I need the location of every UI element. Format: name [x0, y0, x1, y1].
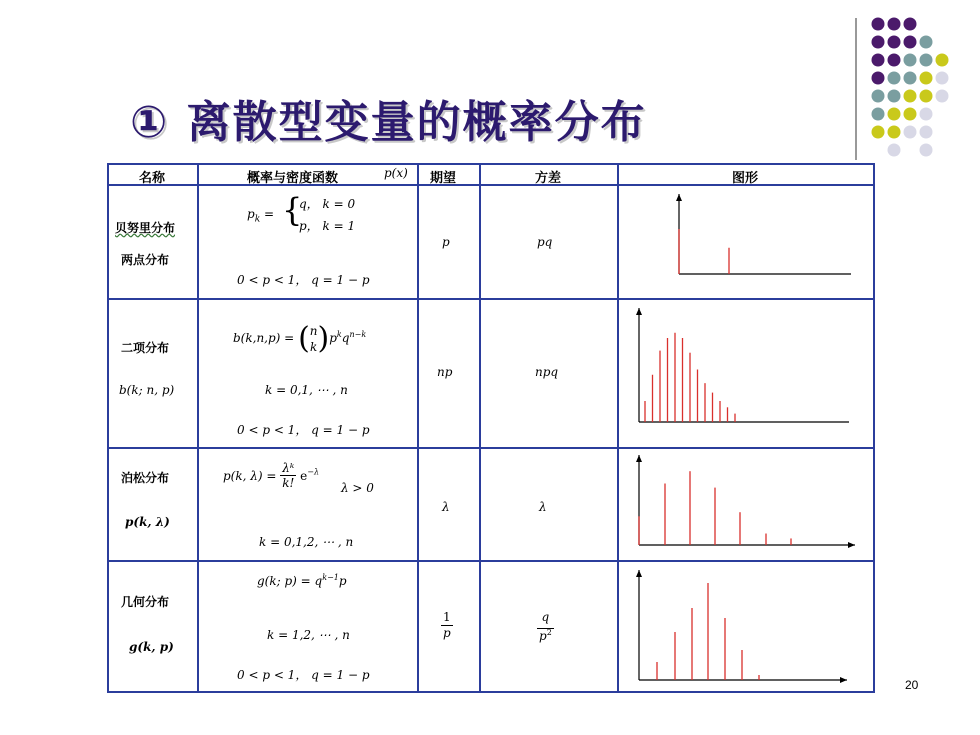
- row4-name: 几何分布: [121, 595, 170, 609]
- row1-name: 贝努里分布: [115, 221, 176, 235]
- decor-dot: [888, 36, 901, 49]
- header-variance: 方差: [535, 171, 562, 186]
- row2-notation: b(k; n, p): [119, 383, 175, 397]
- decor-dot: [936, 72, 949, 85]
- decor-dot: [872, 36, 885, 49]
- row1-alt-name: 两点分布: [121, 253, 170, 267]
- row4-pmf: g(k; $p) = q^{k-1}p$: [257, 573, 347, 588]
- row1-case-2: p， k = 1: [299, 219, 356, 233]
- decor-dot: [920, 72, 933, 85]
- row3-pmf: p(k, $\lambda) = \frac{\text{λᵏ}}{k!} e^{-\lambda}$: [223, 461, 320, 490]
- table-border-bottom: [107, 691, 875, 693]
- slide-title: ① 离散型变量的概率分布: [130, 97, 647, 148]
- row4-mean: 1 p: [443, 610, 451, 640]
- decor-dot: [872, 90, 885, 103]
- column-divider: [479, 163, 481, 693]
- decor-dot: [920, 144, 933, 157]
- decor-dot: [936, 54, 949, 67]
- geometric-chart: [619, 562, 873, 691]
- row2-pmf: b(k,n,p) = (n $k)p^kq^{n-k}$: [233, 321, 367, 356]
- column-divider: [417, 163, 419, 693]
- y-axis-arrow: [676, 194, 682, 201]
- column-divider: [873, 163, 875, 693]
- row1-variance: pq: [537, 235, 553, 249]
- row4-support: k = 1,2, ⋯ , n: [267, 628, 350, 642]
- row1-case-1: q， k = 0: [299, 197, 356, 211]
- row3-notation: p(k, λ): [125, 515, 170, 529]
- x-axis-arrow: [848, 542, 855, 548]
- row2-variance: npq: [535, 365, 559, 379]
- row1-mean: p: [442, 235, 450, 249]
- decor-dot: [904, 108, 917, 121]
- distribution-table: [107, 163, 875, 695]
- row2-condition: 0 < p < 1， q = 1 − p: [237, 423, 370, 437]
- decor-dot: [920, 54, 933, 67]
- decor-dot: [888, 108, 901, 121]
- header-pmf: 概率与密度函数: [247, 171, 339, 186]
- page-number: 20: [905, 678, 919, 692]
- column-divider: [197, 163, 199, 693]
- decor-dot: [904, 126, 917, 139]
- header-mean: 期望: [430, 171, 457, 186]
- row3-name: 泊松分布: [121, 471, 170, 485]
- row3-support: k = 0,1,2, ⋯ , n: [259, 535, 354, 549]
- decor-dot: [888, 90, 901, 103]
- decor-dot: [920, 90, 933, 103]
- header-px: p(x): [384, 166, 408, 180]
- decor-dot: [888, 72, 901, 85]
- decor-dot: [872, 108, 885, 121]
- decor-dot: [920, 36, 933, 49]
- header-name: 名称: [139, 171, 166, 186]
- decor-dot: [920, 108, 933, 121]
- decor-dot: [904, 72, 917, 85]
- decor-dot: [904, 36, 917, 49]
- row1-brace: {: [282, 191, 303, 229]
- x-axis-arrow: [840, 677, 847, 683]
- decor-dot: [888, 18, 901, 31]
- y-axis-arrow: [636, 570, 642, 577]
- column-divider: [107, 163, 109, 693]
- row2-support: k = 0,1, ⋯ , n: [265, 383, 348, 397]
- row3-mean: λ: [442, 500, 450, 514]
- row4-notation: g(k, p): [129, 640, 174, 654]
- decor-dot: [904, 90, 917, 103]
- decorative-dot-grid: [868, 14, 978, 164]
- row4-condition: 0 < p < 1， q = 1 − p: [237, 668, 370, 682]
- row3-param-condition: λ > 0: [341, 481, 374, 495]
- y-axis-arrow: [636, 308, 642, 315]
- row1-condition: 0 < p < 1， q = 1 − p: [237, 273, 370, 287]
- decor-dot: [888, 144, 901, 157]
- poisson-chart: [619, 449, 873, 560]
- decor-dot: [872, 18, 885, 31]
- row2-mean: np: [437, 365, 453, 379]
- decor-dot: [920, 126, 933, 139]
- decor-dot: [872, 72, 885, 85]
- decor-dot: [936, 90, 949, 103]
- row3-variance: λ: [539, 500, 547, 514]
- header-graph: 图形: [732, 171, 759, 186]
- y-axis-arrow: [636, 455, 642, 462]
- decor-dot: [872, 126, 885, 139]
- binomial-chart: [619, 300, 873, 447]
- row1-pmf-lhs: $p_k$ =: [247, 207, 275, 225]
- decor-dot: [872, 54, 885, 67]
- decor-dot: [904, 54, 917, 67]
- decor-dot: [888, 126, 901, 139]
- table-border-top: [107, 163, 875, 165]
- row4-variance: q $p^2$: [539, 610, 552, 643]
- row2-name: 二项分布: [121, 341, 170, 355]
- bernoulli-chart: [619, 186, 873, 298]
- divider-line: [855, 18, 857, 160]
- decor-dot: [888, 54, 901, 67]
- decor-dot: [904, 18, 917, 31]
